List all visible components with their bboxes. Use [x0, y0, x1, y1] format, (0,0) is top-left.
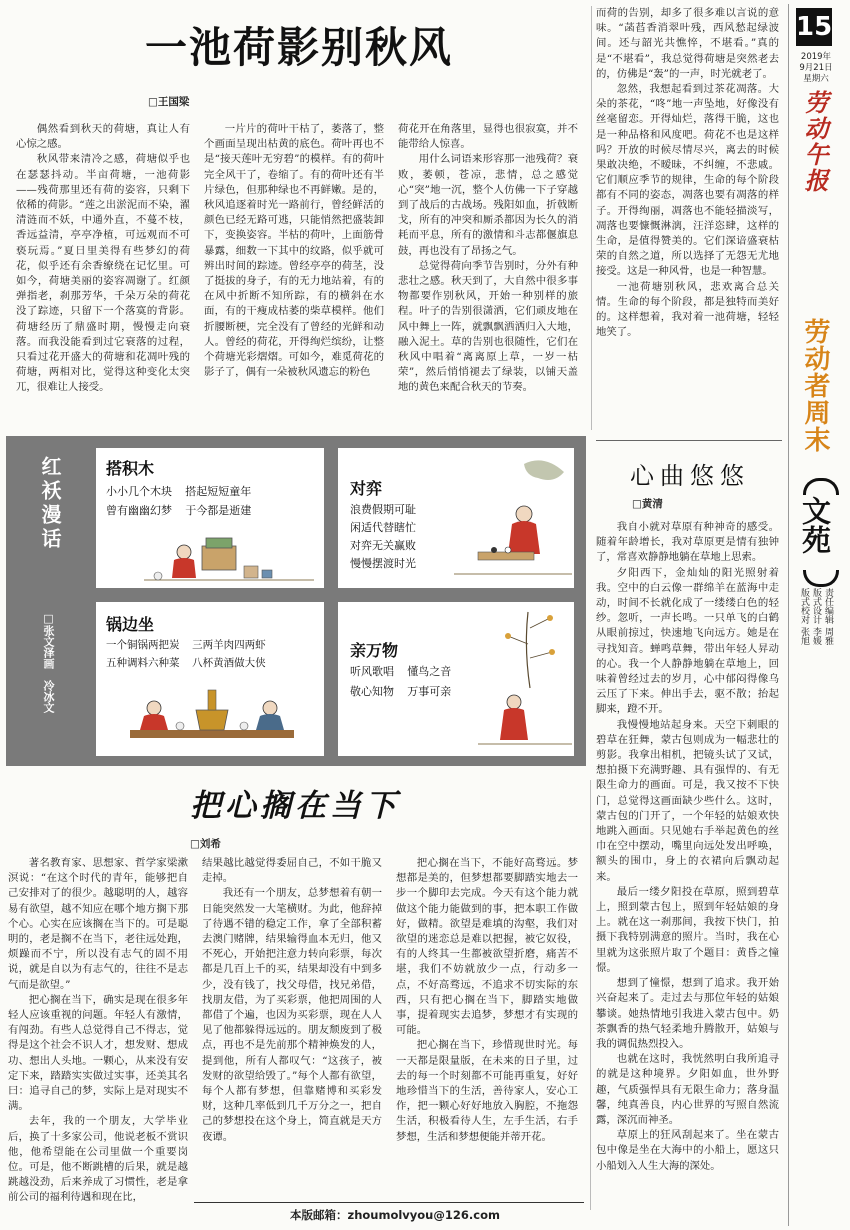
article3-title: 把心搁在当下 [190, 788, 400, 824]
article1-title: 一池荷影别秋风 [145, 23, 454, 72]
panel-poem-line: 五种调料六种菜 八杯黄酒做大侠 [106, 657, 266, 669]
comic-credit: □张文泽画 冷冰文 [42, 612, 55, 713]
article1-paragraph: 总觉得荷向季节告别时，分外有种悲壮之感。秋天到了，大自然中很多事物都要作别秋风，开始一种别样的旅程。叶子的告别很潇洒，它们顽皮地在风中舞上一阵，就飘飘洒洒归入大地，融入泥土。草的告别也很随性，它们在秋风中唱着“离离原上草，一岁一枯荣”，然后悄悄褪去了绿装，以铺天盖地的黄色来配合秋天的节奏。 [398, 259, 578, 394]
mailbox-label: 本版邮箱： [290, 1208, 348, 1222]
article3-byline: □刘希 [190, 838, 221, 850]
panel-poem-line: 慢慢摆渡时光 [350, 557, 416, 570]
panel-title: 搭积木 [106, 459, 155, 478]
issue-date: 9月21日 [799, 63, 833, 73]
building-blocks-illustration [144, 530, 314, 586]
article1-divider [591, 6, 592, 430]
chess-illustration [454, 454, 572, 584]
hotpot-illustration [110, 680, 314, 752]
panel-poem-line: 闲适代替瞎忙 [350, 521, 416, 534]
panel-poem-line: 一个铜锅两把炭 三两羊肉四两虾 [106, 639, 266, 651]
section-name: 劳动者周末 [800, 318, 830, 453]
article3-paragraph: 结果越比越觉得委屈自己，不如干脆又走掉。 [202, 857, 382, 885]
comic-panel-building-blocks [96, 448, 324, 588]
panel-poem-line: 浪费假期可耻 [350, 503, 416, 516]
article2-paragraph: 最后一缕夕阳投在草原，照到碧草上，照到蒙古包上，照到年轻姑娘的身上。就在这一刹那间，我按下快门，拍摄下我特别满意的照片。当时，我在心里就为这张照片取了个题目：黄昏之憧憬。 [596, 885, 779, 974]
article1-paragraph: 一片片的荷叶干枯了，萎落了，整个画面呈现出枯黄的底色。荷叶再也不是“接天莲叶无穷碧”的模样。有的荷叶完全风干了，卷缩了。有的荷叶还有半片绿色，但那种绿也不再鲜嫩。是的，秋风追逐着时光一路前行，曾经鲜活的颜色已经无路可逃，只能悄然把盛装卸下，变换姿容。半枯的荷叶，上面筋骨暴露，细数一下其中的纹路，似乎就可辨出时间的踪迹。曾经亭亭的荷茎，没了挺拔的身子，有的无力地站着，有的在风中折断不知所踪，有的横斜在水面，有的干瘦成枯萎的柴草模样。他们折腰断梗，完全没有了曾经的光鲜和动人。曾经的荷花，开得绚烂缤纷，让整个荷塘光彩熠熠。可如今，难觅荷花的影子了，偶有一朵被秋风遗忘的粉色 [204, 123, 384, 379]
article3-paragraph: 把心搁在当下，确实是现在很多年轻人应该重视的问题。年轻人有激情，有闯劲。有些人总觉得自己不得志，觉得是这个社会不识人才，想发财、想成功、想出人头地。一颗心，从来没有安定下来，踏踏实实做过实事，还美其名曰：追寻自己的梦，实际上是对现实不满。 [8, 993, 188, 1113]
article2-paragraph: 我自小就对草原有种神奇的感受。随着年龄增长，我对草原更是情有独钟了，常喜欢静静地躺在草地上思索。 [596, 521, 779, 564]
proof-credit: 版式校对 张旭 [799, 588, 809, 645]
design-credit: 版式设计 李媛 [811, 588, 821, 645]
article1-paragraph: 而荷的告别，却多了很多难以言说的意味。“菡萏香消翠叶残，西风愁起绿波间。还与韶光共憔悴，不堪看。”真的是“不堪看”，我总觉得荷塘是突然老去的，仿佛是“轰”的一声，时光就老了。 [596, 7, 779, 80]
panel-poem-line: 对弈无关赢败 [350, 539, 416, 552]
article1-paragraph: 一池荷塘别秋风，悲欢离合总关情。生命的每个阶段，都是独特而美好的。这样想着，我对着一池荷塘，轻轻地笑了。 [596, 280, 779, 339]
article3-paragraph: 著名教育家、思想家、哲学家梁漱溟说：“在这个时代的青年，能够把自己安排对了的很少。越聪明的人，越容易有欲望，越不知应在哪个地方搁下那个心。心实在应该搁在当下的。可是聪明的，老是搁不在当下，老往远处跑，烦躁而不宁，所以没有志气的固不用说，就是自以为有志气的，往往不是志气而是欲望。” [8, 857, 188, 991]
article3-col3 [396, 856, 578, 1192]
article1-paragraph: 荷花开在角落里，显得也很寂寞，并不能带给人惊喜。 [398, 123, 578, 151]
article3-paragraph: 我还有一个朋友，总梦想着有朝一日能突然发一大笔横财。为此，他辞掉了待遇不错的稳定工作，拿了全部积蓄去澳门赌牌，结果输得血本无归，他又不死心，开始把注意力转向彩票，每次都是几百上千的买，结果却没有中到多少，没有钱了，找父母借，找兄弟借，找朋友借，为了买彩票，他把周围的人都借了个遍，也因为买彩票，现在人人见了他都躲得远远的。朋友颓废到了极点，再也不是先前那个精神焕发的人，提到他，所有人都叹气：“这孩子，被发财的欲望给毁了。”每个人都有欲望，每个人都有梦想，但靠赌博和买彩发财，这种几率低到几千万分之一，把自己的梦想投在这个身上，简直就是天方夜谭。 [202, 887, 382, 1143]
article2-body [596, 520, 779, 1224]
article1-col3 [398, 122, 578, 422]
panel-poem-line: 小小几个木块 搭起短短童年 [106, 485, 252, 498]
article1-col1 [16, 122, 190, 422]
article2-byline: □黄清 [632, 498, 663, 510]
panel-poem-line: 曾有幽幽幻梦 于今都是逝建 [106, 504, 252, 517]
issue-weekday: 星期六 [803, 74, 829, 84]
comic-panel-chess [338, 448, 574, 588]
paper-logo: 劳动午报 [800, 90, 829, 194]
section-sub: 文苑 [798, 496, 832, 554]
article2-top-rule [596, 440, 782, 441]
article1-paragraph: 忽然，我想起看到过茶花凋落。大朵的茶花，“咚”地一声坠地，好像没有丝毫留恋。开得灿烂，落得干脆，这也是一种品格和风度吧。荷花不也是这样吗？开放的时候尽情尽兴，离去的时候果敢决绝，不暧昧，不纠缠，不悲戚。它们顺应季节的规律，生命的每个阶段都有不同的姿态，凋落也要有凋落的样子。开得绚丽，凋落也不能轻描淡写，凋落也要慷慨淋漓，汪洋恣肆，这样的生命，是值得赞美的。它们深谙盛衰枯荣的自然之道，所以选择了无怨无尤地接受。这是一种风骨，也是一种智慧。 [596, 83, 779, 278]
comic-panel-hotpot [96, 602, 324, 756]
issue-year: 2019年 [800, 52, 832, 62]
panel-poem-line: 敬心知物 万事可亲 [350, 685, 452, 698]
panel-title: 锅边坐 [106, 615, 155, 634]
panel-title: 对弈 [350, 479, 383, 498]
article1-byline: □王国梁 [148, 96, 190, 108]
article3-paragraph: 去年，我的一个朋友，大学毕业后，换了十多家公司，他说老板不赏识他，他希望能在公司里做一个重要岗位。可是，他不断跳槽的后果，就是越跳越没劲，后来养成了习惯性，老是拿前公司的福利待遇和现在比， [8, 1115, 188, 1204]
article2-paragraph: 夕阳西下，金灿灿的阳光照射着我。空中的白云像一群绵羊在蓝海中走动，时间不长就化成了一缕缕白色的轻纱。忽听，一声长鸣。一只单飞的白鹤从眼前掠过，快速地飞向远方。她是在寻找知音。蝉鸣草舞，带出年轻人昇动的心。我一个人静静地躺在草地上，回味着曾经过去的岁月，心中郁闷得像乌云压了下来。伸出手去，驱不散；抬起脚来，蹬不开。 [596, 566, 779, 716]
article1-paragraph: 偶然看到秋天的荷塘，真让人有心惊之感。 [16, 123, 190, 151]
comic-panel-nature [338, 602, 574, 756]
article2-paragraph: 我慢慢地站起身来。天空下刺眼的碧草在狂舞，蒙古包则成为一幅悲壮的剪影。我拿出相机，把镜头试了又试，想拍摄下充满野趣、具有强悍的、有无限生命力的画面。可是，我又按不下快门，总觉得这画面缺少些什么。这时，蒙古包的门开了，一个年轻的姑娘欢快地跳入画面。只见她右手举起黄色的丝巾在空中摆动，嘴里向远处发出呼唤，额头的围巾，身上的衣裙向后飘动起来。 [596, 718, 779, 883]
section-bracket-close [803, 570, 839, 587]
article2-title: 心曲悠悠 [630, 462, 750, 490]
article2-paragraph: 草原上的狂风刮起来了。坐在蒙古包中像是坐在大海中的小船上，愿这只小船划入人生大海的深处。 [596, 1129, 779, 1172]
article3-col2 [202, 856, 382, 1192]
panel-title: 亲万物 [350, 641, 399, 660]
section-bracket-open [803, 478, 839, 495]
article1-paragraph: 秋风带来清冷之感，荷塘似乎也在瑟瑟抖动。半亩荷塘，一池荷影——残荷那里还有荷的姿容，只剩下依稀的荷影。“莲之出淤泥而不染，濯清涟而不妖，中通外直，不蔓不枝，香远益清，亭亭净植，可远观而不可亵玩焉。”夏日里美得有些梦幻的荷花，似乎还有余香缭绕在记忆里。可如今，荷塘美丽的姿容凋谢了。红颜弹指老，刹那芳华，千朵万朵的荷花没了踪迹，只留下一个落寞的背影。荷塘经历了鼎盛时期，慢慢走向衰落。而我没能看到过它衰落的过程，只看过花开盛大的荷塘和花凋叶残的荷塘，两相对比，觉得这种变化太突兀，很难让人接受。 [16, 153, 190, 394]
panel-poem-line: 听风歌唱 懂鸟之音 [350, 665, 452, 678]
mailbox-email: zhoumolvyou@126.com [347, 1208, 500, 1222]
article1-col4 [596, 6, 779, 422]
article1-paragraph: 用什么词语来形容那一池残荷？衰败，萎顿，苍凉，悲情，总之感觉心“突”地一沉，整个人仿佛一下子穿越到了战后的古战场。残阳如血，折戟断戈，所有的冲突和厮杀都因为长久的消耗而平息，所有的激情和斗志都偃旗息鼓，再也没有了昂扬之气。 [398, 153, 578, 257]
masthead-divider [788, 4, 789, 1226]
footer-mailbox [290, 1207, 500, 1223]
article3-col1 [8, 856, 188, 1230]
article3-paragraph: 把心搁在当下，珍惜现世时光。每一天都是限量版，在未来的日子里，过去的每一个时刻都不可能再重复，好好地珍惜当下的生活，善待家人，安心工作，把一颗心好好地放入胸腔，不拖怨生活，积极看待人生，左手生活，右手梦想，生活和梦想便能并蒂开花。 [396, 1039, 578, 1143]
page-number: 15 [796, 12, 833, 42]
footer-rule [194, 1202, 584, 1203]
article3-paragraph: 把心搁在当下，不能好高骛远。梦想都是美的，但梦想都要脚踏实地去一步一个脚印去完成。今天有这个能力就做这个能力能做到的事，把本职工作做好，做精。欲望是难填的沟壑，我们对欲望的迷恋总是难以把握，被它奴役，有的人终其一生都被欲望折磨，痛苦不堪，我们不妨就放少一点，行动多一点，不好高骛远，不追求不切实际的东西，只有把心搁在当下，脚踏实地做事，提着现实去追梦，梦想才有实现的可能。 [396, 857, 578, 1037]
comic-section-title: 红袄漫话 [38, 456, 62, 552]
article2-paragraph: 也就在这时，我恍然明白我所追寻的就是这种境界。夕阳如血，世外野趣，气质强悍具有无限生命力；落身温馨，纯真善良，内心世界的写照自然流露，深沉而神圣。 [596, 1053, 779, 1126]
nature-illustration [478, 608, 572, 752]
article2-divider [590, 780, 591, 1210]
article2-paragraph: 想到了憧憬，想到了追求。我开始兴奋起来了。走过去与那位年轻的姑娘攀谈。她热情地引我进入蒙古包中。奶茶飘香的热气轻柔地升腾散开，姑娘与我的调侃热烈投入。 [596, 977, 779, 1050]
editor-credit: 责任编辑 周雅 [823, 588, 833, 645]
article1-col2 [204, 122, 384, 422]
